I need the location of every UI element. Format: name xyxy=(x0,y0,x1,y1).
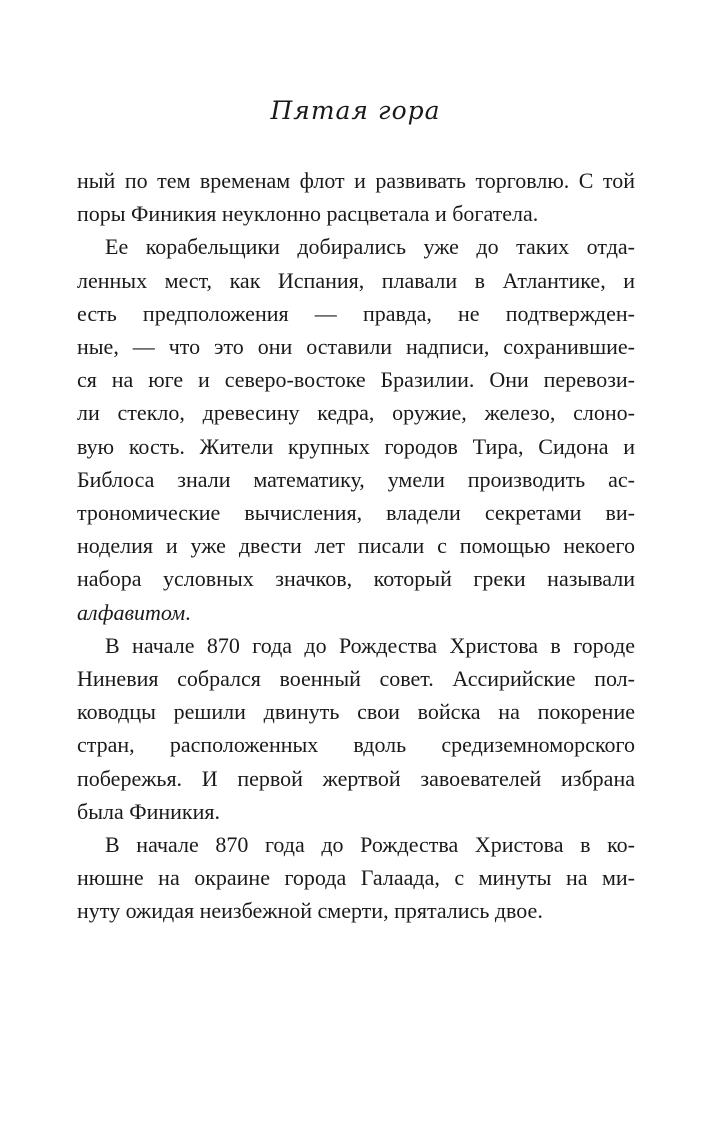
text-line: ные, — что это они оставили надписи, сохранившие- xyxy=(77,334,635,360)
running-head-title: Пятая гора xyxy=(270,96,441,125)
text-line: Библоса знали математику, умели производить ас- xyxy=(77,466,635,492)
text-line: Ее корабельщики добирались уже до таких отда- xyxy=(105,234,635,260)
text-line: была Финикия. xyxy=(77,798,220,824)
text-line: стран, расположенных вдоль средиземноморского xyxy=(77,732,635,758)
text-line: есть предположения — правда, не подтвержден- xyxy=(77,300,635,326)
text-line: нуту ожидая неизбежной смерти, прятались двое. xyxy=(77,898,543,924)
paragraph-2 xyxy=(77,230,635,628)
text-line: ленных мест, как Испания, плавали в Атлантике, и xyxy=(77,267,635,293)
text-line: ли стекло, древесину кедра, оружие, железо, слоно- xyxy=(77,400,635,426)
italic-suffix: . xyxy=(185,599,191,625)
paragraph-1 xyxy=(77,164,635,230)
text-line: В начале 870 года до Рождества Христова в ко- xyxy=(105,832,635,858)
text-line: ный по тем временам флот и развивать торговлю. С той xyxy=(77,168,635,193)
text-line: побережья. И первой жертвой завоевателей избрана xyxy=(77,765,635,791)
text-line: ноделия и уже двести лет писали с помощью некоего xyxy=(77,533,635,559)
text-line: ководцы решили двинуть свои войска на покорение xyxy=(77,699,635,725)
text-line: вую кость. Жители крупных городов Тира, Сидона и xyxy=(77,433,635,459)
text-line: Ниневия собрался военный совет. Ассирийские пол- xyxy=(77,666,635,692)
text-line: нюшне на окраине города Галаада, с минуты на ми- xyxy=(77,865,635,891)
text-line: поры Финикия неуклонно расцветала и богатела. xyxy=(77,201,539,227)
paragraph-4 xyxy=(77,828,635,928)
body-text xyxy=(77,164,635,928)
paragraph-3 xyxy=(77,629,635,828)
text-line: набора условных значков, который греки называли xyxy=(77,566,635,592)
text-line: ся на юге и северо-востоке Бразилии. Они перевози- xyxy=(77,367,635,393)
italic-word: алфавитом xyxy=(77,599,186,625)
text-line: трономические вычисления, владели секретами ви- xyxy=(77,500,635,526)
text-line: В начале 870 года до Рождества Христова в городе xyxy=(105,632,635,658)
text-line-italic xyxy=(77,596,635,629)
